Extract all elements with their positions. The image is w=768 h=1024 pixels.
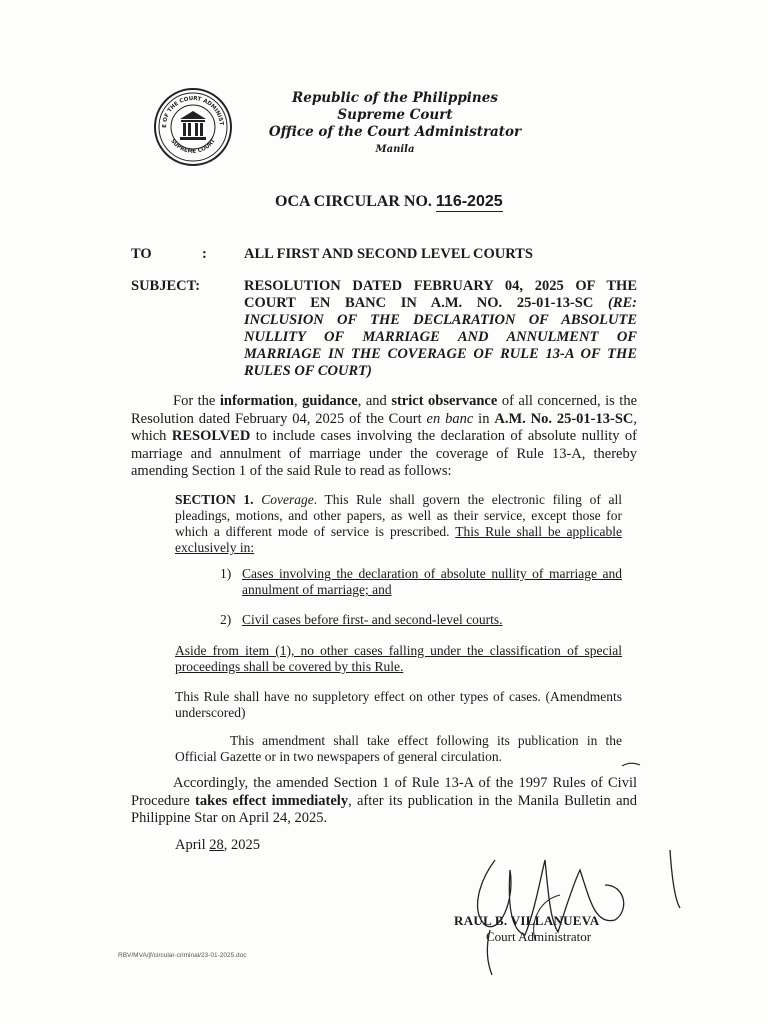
p1-text-7: to include cases involving the declaration of absolute nullity of marriage and annulment of marriage under the coverage of Rule 13-A, thereby amending Section 1 of the said Rule to read as follows: [131,428,638,479]
item1-number: 1) [220,566,232,581]
p1-text-6: , which [131,410,637,444]
date-day: 28 [209,837,224,853]
section-underlined: This Rule shall be applicable exclusively in: [175,524,622,555]
subject-value [244,278,637,380]
subject-italic: (RE: INCLUSION OF THE DECLARATION OF ABSOLUTE NULLITY OF MARRIAGE AND ANNULMENT OF MARRIAGE IN THE COVERAGE OF RULE 13-A OF THE RULES OF COURT) [244,295,637,379]
section-label: SECTION 1. [175,492,254,507]
item2-text: Civil cases before first- and second-level courts. [242,612,503,627]
letterhead-supreme-court: Supreme Court [337,107,453,123]
item1-text: Cases involving the declaration of absolute nullity of marriage and annulment of marriage; and [242,566,622,597]
quote-aside: Aside from item (1), no other cases falling under the classification of special proceedings shall be covered by this Rule. [175,643,622,674]
p1-bold-am-no: A.M. No. 25-01-13-SC [494,410,634,427]
signatory-name: RAUL B. VILLANUEVA [454,913,600,928]
body-paragraph-1 [131,393,637,481]
date-month: April [175,837,210,853]
subject-plain: RESOLUTION DATED FEBRUARY 04, 2025 OF THE COURT EN BANC IN A.M. NO. 25-01-13-SC [244,278,637,311]
to-colon: : [202,246,207,262]
court-seal [152,86,234,168]
list-item [220,566,622,598]
letterhead-oca: Office of the Court Administrator [268,124,522,140]
quote-effect: This amendment shall take effect following its publication in the Official Gazette or in two newspapers of general circulation. [175,733,622,764]
signatory-title: Court Administrator [486,929,592,944]
letterhead-city: Manila [375,144,415,155]
p1-text-4: of all concerned, is the Resolution dated February 04, 2025 of the Court [131,393,638,427]
p1-text-3: , and [357,393,392,409]
circular-number: 116-2025 [435,193,503,210]
seal-bottom-text: SUPREME COURT [169,138,217,155]
p1-text-5: in [473,410,495,427]
document-date [175,837,260,854]
circular-title [275,193,503,211]
p2-text-2: , after its publication in the Manila Bulletin and Philippine Star on April 24, 2025. [131,792,638,826]
section-text: . This Rule shall govern the electronic filing of all pleadings, motions, and other papers, as well as their service, except those for which a different mode of service is prescribed. [175,492,622,539]
date-year: , 2025 [223,837,260,853]
letterhead-republic: Republic of the Philippines [292,90,498,106]
p1-bold-guidance: guidance [302,393,358,409]
quote-suppletory: This Rule shall have no suppletory effect on other types of cases. (Amendments underscored) [175,689,622,720]
p1-text-2: , [294,393,303,409]
item2-number: 2) [220,612,232,627]
p2-text-1: Accordingly, the amended Section 1 of Rule 13-A of the 1997 Rules of Civil Procedure [131,775,637,809]
handwritten-signature [440,840,690,980]
body-paragraph-2 [131,775,637,828]
file-reference: RBV/MVA/jf/circular-criminal/23-01-2025.doc [118,952,247,959]
to-value: ALL FIRST AND SECOND LEVEL COURTS [244,246,533,262]
list-item [220,612,622,628]
p1-bold-information: information [219,393,294,409]
seal-top-text: E OF THE COURT ADMINIST [161,95,224,128]
p1-bold-strict-observance: strict observance [391,393,498,409]
subject-label: SUBJECT: [131,278,201,294]
p1-italic-en-banc: en banc [426,410,474,427]
circular-prefix: OCA CIRCULAR NO. [275,193,432,210]
p1-text-1: For the [173,393,220,409]
letterhead [260,90,530,158]
p1-bold-resolved: RESOLVED [171,428,251,444]
p2-bold-takes-effect: takes effect immediately [195,792,349,809]
pen-mark [620,756,642,766]
quote-section-1 [175,492,622,556]
section-title: Coverage [261,492,314,507]
to-label: TO [131,246,152,262]
